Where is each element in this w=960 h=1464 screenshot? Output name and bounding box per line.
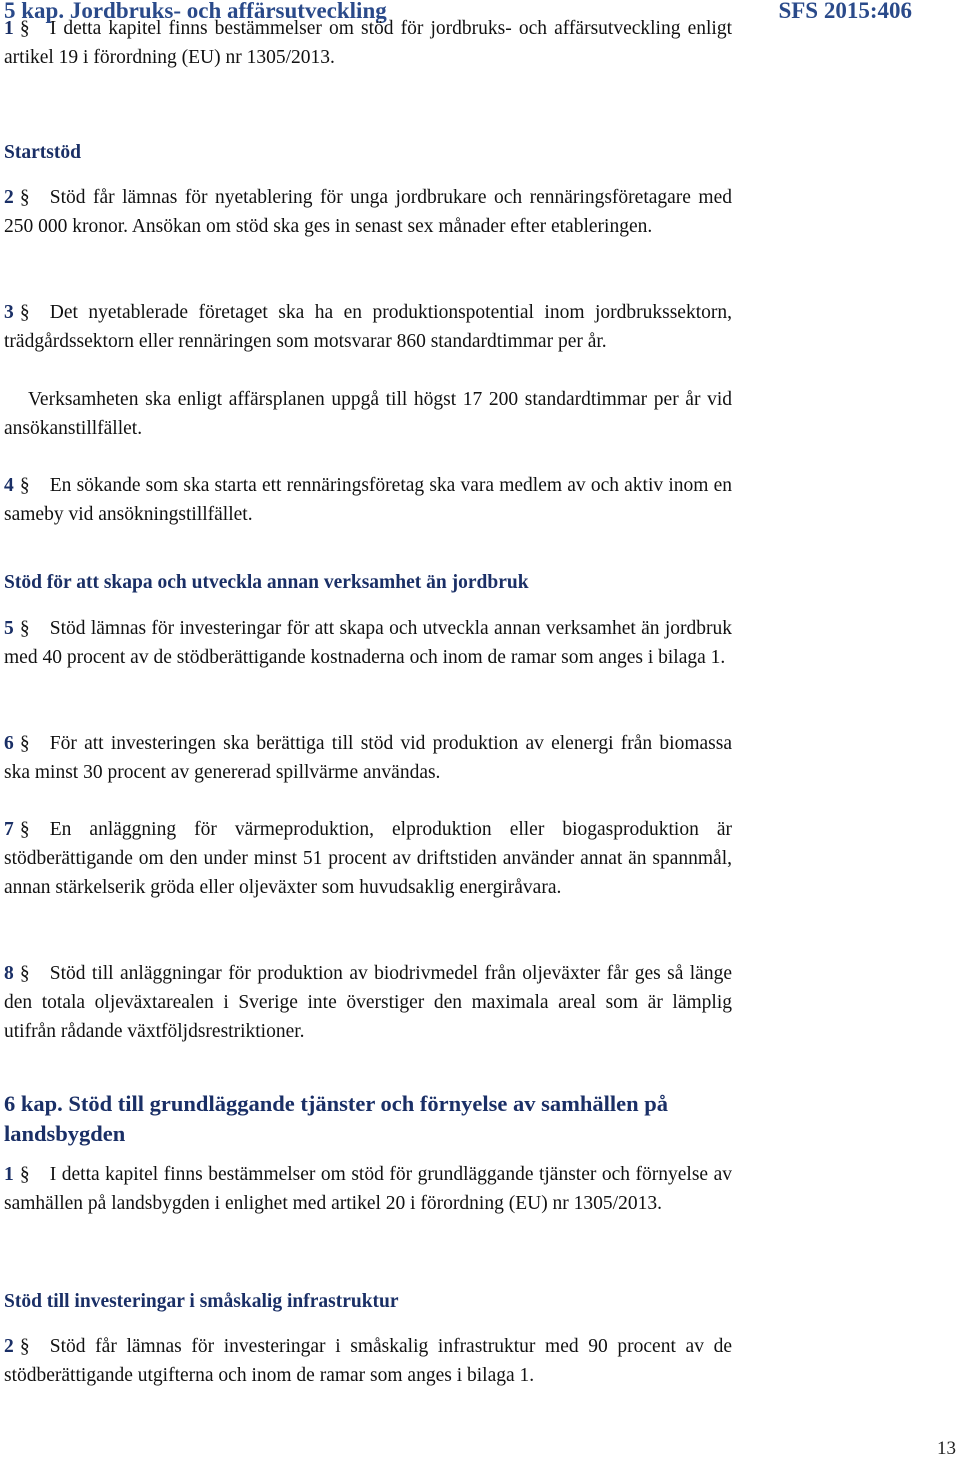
paragraph-sign: §: [19, 1336, 30, 1357]
sfs-number: SFS 2015:406: [778, 0, 912, 23]
paragraph-sign: §: [19, 187, 30, 208]
paragraph-sign: §: [19, 18, 30, 39]
section-number: 1: [4, 18, 14, 39]
section-5-8: [4, 959, 732, 1046]
section-number: 3: [4, 302, 14, 323]
section-text: Stöd får lämnas för nyetablering för unga jordbrukare och rennäringsföretagare med 250 000 kronor. Ansökan om stöd ska ges in senast sex månader efter etableringen.: [4, 187, 732, 237]
section-5-2: [4, 183, 732, 241]
paragraph-sign: §: [19, 1164, 30, 1185]
section-5-6: [4, 729, 732, 787]
heading-smaskalig-infrastruktur: Stöd till investeringar i småskalig infrastruktur: [4, 1291, 399, 1312]
page-number: 13: [937, 1438, 956, 1459]
section-5-3-second-paragraph: Verksamheten ska enligt affärsplanen uppgå till högst 17 200 standardtimmar per år vid ansökanstillfället.: [4, 389, 732, 439]
section-5-1: [4, 14, 732, 72]
section-text: Stöd får lämnas för investeringar i småskalig infrastruktur med 90 procent av de stödberättigande utgifterna och inom de ramar som anges i bilaga 1.: [4, 1336, 732, 1386]
paragraph-sign: §: [19, 475, 30, 496]
section-text: En anläggning för värmeproduktion, elproduktion eller biogasproduktion är stödberättigande om den under minst 51 procent av driftstiden använder annat än spannmål, annan stärkelserik gröda eller oljeväxter som huvudsaklig energiråvara.: [4, 819, 732, 898]
heading-annan-verksamhet: Stöd för att skapa och utveckla annan verksamhet än jordbruk: [4, 572, 529, 593]
section-5-3: [4, 298, 732, 356]
section-number: 4: [4, 475, 14, 496]
section-text: En sökande som ska starta ett rennäringsföretag ska vara medlem av och aktiv inom en sameby vid ansökningstillfället.: [4, 475, 732, 525]
section-6-1: [4, 1160, 732, 1218]
section-number: 5: [4, 618, 14, 639]
section-number: 1: [4, 1164, 14, 1185]
section-number: 7: [4, 819, 14, 840]
section-number: 2: [4, 1336, 14, 1357]
section-number: 8: [4, 963, 14, 984]
section-text: I detta kapitel finns bestämmelser om stöd för jordbruks- och affärsutveckling enligt artikel 19 i förordning (EU) nr 1305/2013.: [4, 18, 732, 68]
section-6-2: [4, 1332, 732, 1390]
section-number: 2: [4, 187, 14, 208]
chapter-6-heading: 6 kap. Stöd till grundläggande tjänster och förnyelse av samhällen på landsbygden: [4, 1091, 669, 1146]
section-5-7: [4, 815, 732, 902]
section-text: Stöd till anläggningar för produktion av biodrivmedel från oljeväxter får ges så länge den totala oljeväxtarealen i Sverige inte överstiger den maximala areal som är lämplig utifrån rådande växtföljdsrestriktioner.: [4, 963, 732, 1042]
paragraph-sign: §: [19, 618, 30, 639]
section-text: Stöd lämnas för investeringar för att skapa och utveckla annan verksamhet än jordbruk med 40 procent av de stödberättigande kostnaderna och inom de ramar som anges i bilaga 1.: [4, 618, 732, 668]
paragraph-sign: §: [19, 819, 30, 840]
chapter-title: 5 kap. Jordbruks- och affärsutveckling: [4, 0, 387, 23]
heading-startstod: Startstöd: [4, 142, 81, 163]
section-number: 6: [4, 733, 14, 754]
section-text: I detta kapitel finns bestämmelser om stöd för grundläggande tjänster och förnyelse av samhällen på landsbygden i enlighet med artikel 20 i förordning (EU) nr 1305/2013.: [4, 1164, 732, 1214]
paragraph-sign: §: [19, 302, 30, 323]
section-5-5: [4, 614, 732, 672]
paragraph-sign: §: [19, 963, 30, 984]
section-text: För att investeringen ska berättiga till stöd vid produktion av elenergi från biomassa ska minst 30 procent av genererad spillvärme användas.: [4, 733, 732, 783]
section-text: Det nyetablerade företaget ska ha en produktionspotential inom jordbrukssektorn, trädgårdssektorn eller rennäringen som motsvarar 860 standardtimmar per år.: [4, 302, 732, 352]
paragraph-sign: §: [19, 733, 30, 754]
section-5-4: [4, 471, 732, 529]
